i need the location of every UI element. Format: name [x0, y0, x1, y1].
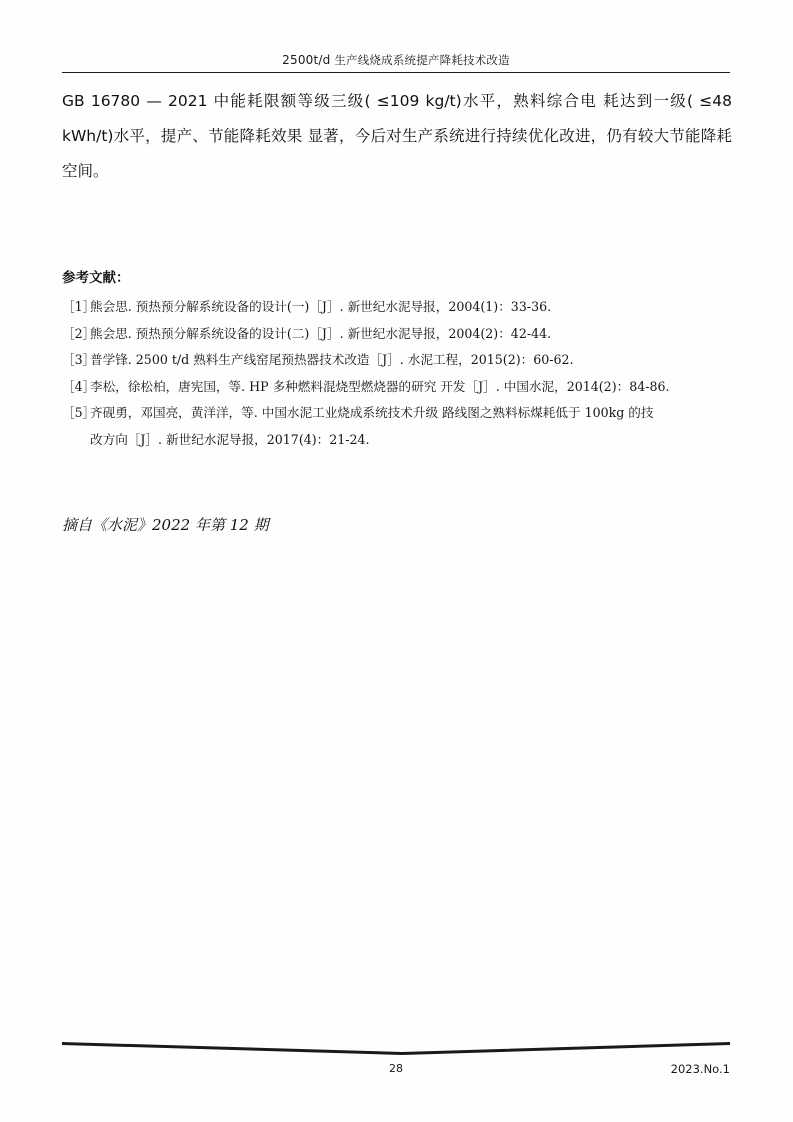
issue-label: 2023.No.1 — [670, 1062, 730, 1076]
footer-divider — [62, 1040, 730, 1062]
list-item — [62, 400, 734, 427]
source-note: 摘自《水泥》2022 年第 12 期 — [62, 516, 269, 534]
reference-text-continued: 改方向［J］. 新世纪水泥导报，2017(4)：21-24. — [90, 431, 370, 447]
conclusion-paragraph: GB 16780 — 2021 中能耗限额等级三级( ≤109 kg/t)水平，熟料综合电 耗达到一级( ≤48 kWh/t)水平，提产、节能降耗效果 显著，今后对生产系统进行持续优化改进，仍有较大节能降耗空间。 — [62, 92, 732, 180]
page-number: 28 — [389, 1062, 403, 1075]
reference-text: 熊会思. 预热预分解系统设备的设计(二)［J］. 新世纪水泥导报，2004(2)：42-44. — [90, 325, 552, 341]
list-item — [62, 294, 734, 321]
body-section — [62, 84, 732, 189]
reference-number: ［2］ — [62, 325, 96, 341]
list-item — [62, 347, 734, 374]
footer-rule-shape — [62, 1040, 730, 1062]
reference-number: ［4］ — [62, 378, 96, 394]
header-divider — [62, 72, 730, 73]
reference-number: ［5］ — [62, 405, 96, 420]
references-heading: 参考文献： — [62, 270, 130, 286]
reference-text: 普学锋. 2500 t/d 熟料生产线窑尾预热器技术改造［J］. 水泥工程，2015(2)：60-62. — [90, 352, 574, 367]
reference-text: 齐砚勇，邓国亮，黄洋洋，等. 中国水泥工业烧成系统技术升级 路线图之熟料标煤耗低于 100kg 的技 — [90, 405, 654, 420]
references-list — [62, 294, 734, 453]
running-head-code: 2500t/d — [282, 53, 331, 67]
list-item — [62, 321, 734, 348]
page-footer — [62, 1062, 730, 1078]
reference-number: ［3］ — [62, 352, 96, 367]
running-head — [62, 52, 730, 68]
reference-text: 熊会思. 预热预分解系统设备的设计(一)［J］. 新世纪水泥导报，2004(1)：33-36. — [90, 299, 552, 314]
list-item — [62, 374, 734, 401]
running-head-title: 生产线烧成系统提产降耗技术改造 — [330, 53, 510, 67]
reference-number: ［1］ — [62, 299, 96, 314]
reference-text: 李松，徐松柏，唐宪国，等. HP 多种燃料混烧型燃烧器的研究 开发［J］. 中国水泥，2014(2)：84-86. — [90, 378, 670, 394]
